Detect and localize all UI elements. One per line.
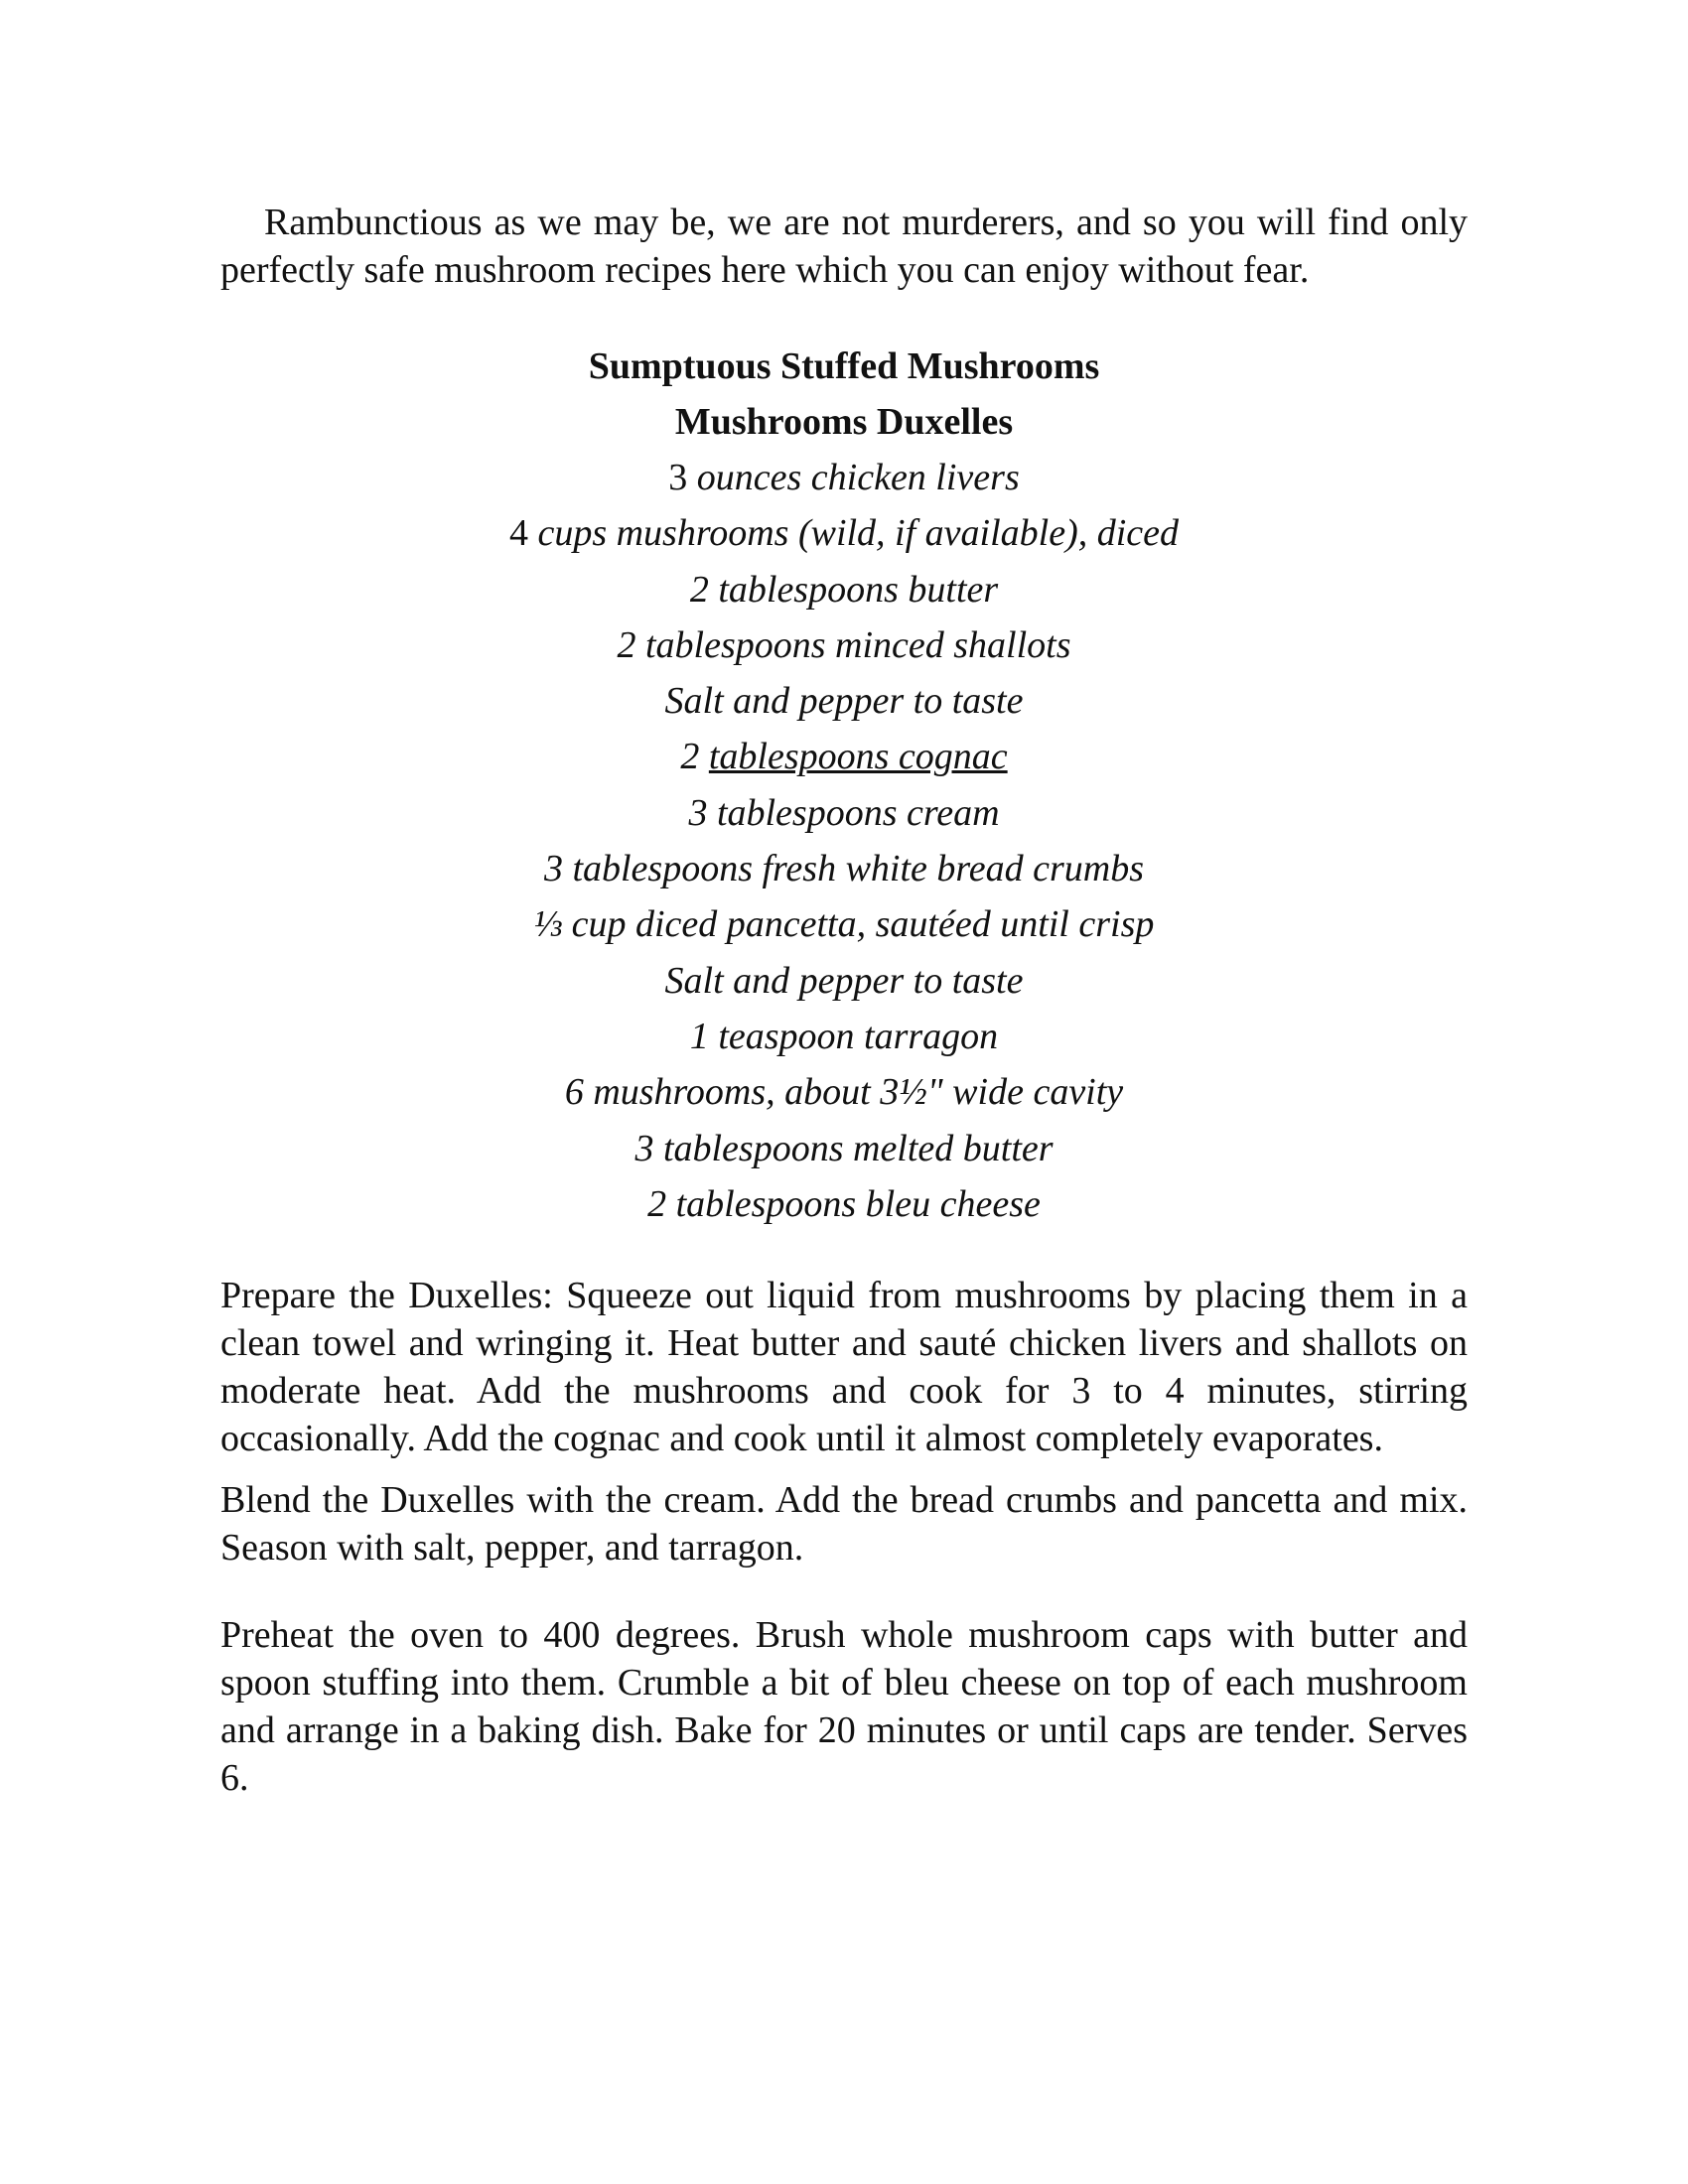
intro-paragraph: Rambunctious as we may be, we are not murderers, and so you will find only perfectly safe mushroom recipes here which you can enjoy without fear. (220, 202, 1468, 291)
ingredient-item (220, 450, 1468, 505)
ingredient-text: ⅓ cup diced pancetta, sautéed until crisp (533, 903, 1155, 946)
recipe-title: Sumptuous Stuffed Mushrooms (588, 345, 1100, 387)
ingredient-text: 1 teaspoon tarragon (689, 1015, 999, 1057)
ingredient-text: Salt and pepper to taste (664, 959, 1024, 1002)
ingredient-text: 6 mushrooms, about 3½" wide cavity (564, 1071, 1124, 1114)
recipe-subtitle: Mushrooms Duxelles (674, 401, 1014, 443)
step-paragraph: Prepare the Duxelles: Squeeze out liquid from mushrooms by placing them in a clean towel and wringing it. Heat butter and sauté chicken livers and shallots on moderate heat. Add the mushrooms and cook for 3 to 4 minutes, stirring occasionally. Add the cognac and cook until it almost completely evaporates. (220, 1275, 1468, 1460)
ingredient-item (220, 562, 1468, 617)
ingredient-item (220, 785, 1468, 841)
ingredient-item (220, 841, 1468, 896)
ingredient-text: 3 tablespoons melted butter (634, 1127, 1054, 1169)
recipe-steps (220, 1272, 1468, 1802)
ingredient-item (220, 673, 1468, 729)
ingredient-item (220, 1176, 1468, 1232)
ingredient-text: 3 tablespoons fresh white bread crumbs (543, 848, 1145, 890)
ingredient-item (220, 505, 1468, 561)
step-paragraph: Preheat the oven to 400 degrees. Brush whole mushroom caps with butter and spoon stuffing into them. Crumble a bit of bleu cheese on top of each mushroom and arrange in a baking dish. Bake for 20 minutes or until caps are tender. Serves 6. (220, 1614, 1468, 1800)
document-page (220, 199, 1468, 1802)
ingredient-text: 3 tablespoons cream (688, 791, 1000, 834)
ingredient-item (220, 1009, 1468, 1064)
step-paragraph: Blend the Duxelles with the cream. Add the bread crumbs and pancetta and mix. Season with salt, pepper, and tarragon. (220, 1479, 1468, 1570)
ingredient-item (220, 729, 1468, 784)
ingredient-underlined-text: tablespoons cognac (708, 736, 1008, 778)
ingredient-item (220, 1064, 1468, 1120)
ingredient-qty: 4 (508, 512, 538, 555)
ingredient-list (220, 450, 1468, 1232)
ingredient-text: 2 tablespoons butter (689, 568, 999, 611)
ingredient-item (220, 953, 1468, 1009)
ingredient-text: Salt and pepper to taste (664, 680, 1024, 723)
ingredient-text: ounces chicken livers (696, 457, 1020, 498)
ingredient-qty: 3 (668, 457, 697, 498)
ingredient-text: cups mushrooms (wild, if available), diced (537, 512, 1180, 555)
recipe-header (220, 339, 1468, 1232)
ingredient-item (220, 896, 1468, 952)
ingredient-text: 2 tablespoons bleu cheese (647, 1182, 1041, 1225)
ingredient-item (220, 617, 1468, 673)
ingredient-text: 2 (680, 736, 709, 778)
ingredient-text: 2 tablespoons minced shallots (617, 623, 1071, 666)
ingredient-item (220, 1121, 1468, 1176)
